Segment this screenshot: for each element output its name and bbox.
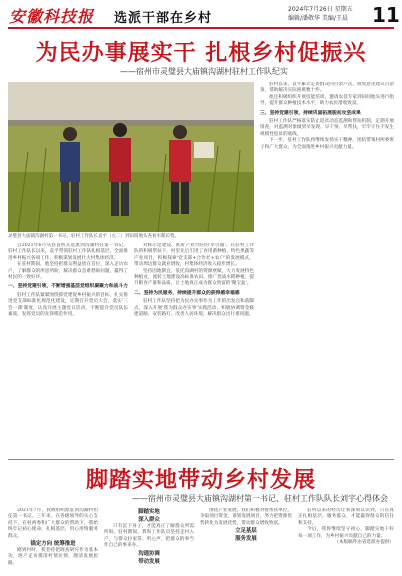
page-number: 11 [372, 3, 400, 27]
paragraph: 只有沉下身子，才能真正了解群众所需所盼。驻村期间，我和工作队员坚持走村入户，与群众拉家常、听心声，把群众的事当作自己的事来办。 [104, 524, 194, 549]
section-subheading: 深入群众 [138, 517, 160, 523]
section-subheading: 二、坚持为民服务，持续提升群众的获得感幸福感 [134, 290, 240, 296]
paragraph: 对标示范建设，抓好产业兴旺的'牵引器'。在驻村工作队的积极帮扶下，村里先后引进了食用菌种植、特色果蔬等产业项目，积极探索'党支部+合作社+农户'的发展模式，带动周边群众就业增收，村集体经济收入稳步增长。 [134, 243, 254, 268]
paragraph: 驻村工作队紧紧围绕抓党建促乡村振兴的目标，扎实推进党支部标准化规范化建设，定期召开党员大会，落实'三会一课'制度，认真开展主题党日活动，不断提升党员队伍素质，发挥党员的先锋模范作用。 [8, 292, 128, 318]
section-subheading: 沟通协调 [138, 550, 160, 557]
section-subheading: 带动发展 [138, 558, 160, 565]
section-subheading: 三、坚持党建引领，持续巩固拓展脱贫攻坚成果 [260, 110, 361, 116]
section-subheading: 锚定方向 统筹推进 [30, 541, 76, 548]
paragraph: 刚到村时，我坚持把调查研究作为基本功，逐户走访摸清村情民情，理清发展思路。 [8, 548, 98, 566]
article2-headline: 脚踏实地带动乡村发展 [85, 468, 316, 493]
paragraph: 今后，我将继续坚守初心，脚踏实地干好每一项工作，为乡村振兴贡献自己的力量。 [298, 527, 394, 539]
editor-credits: 编辑/潘敬华 美编/王晨 [288, 15, 348, 22]
article1-headline: 为民办事展实干 扎根乡村促振兴 [35, 41, 367, 66]
issue-date: 2024年7月26日 星期五 [288, 6, 353, 13]
paragraph: 驻村以来，袁平累计走访群众四百余户次，收集意见建议百余条，帮助解决实际困难数十件。 [260, 82, 394, 94]
paragraph: 驻村工作队坚持把为民办实事作为工作的出发点和落脚点，深入开展'我为群众办实事'实践活动，积极协调资金修建道路、安装路灯、改善人居环境，解决群众出行难问题。 [134, 299, 254, 318]
article1-photo [8, 82, 254, 232]
masthead-rule [8, 27, 394, 29]
paragraph: 自2021年6月从县直机关选派到沟湖村任第一书记、驻村工作队长以来，袁平带领驻村工作队扎根基层，全面推进乡村振兴各项工作，积极谋划发展壮大村集体经济。 [8, 243, 128, 261]
section-title: 选派干部在乡村 [114, 11, 213, 26]
section-subheading: 一、坚持党建引领，不断增强基层党组织凝聚力和战斗力 [8, 284, 128, 290]
article1-column-3 [260, 82, 394, 455]
article2-subhead: ——宿州市灵璧县大庙镇沟湖村第一书记、驻村工作队队长刘宇心得体会 [132, 494, 388, 503]
masthead [0, 0, 402, 28]
article2-column-3 [200, 508, 292, 574]
section-subheading: 立足基层 [235, 528, 257, 535]
article2-column-4 [298, 508, 394, 574]
paragraph: 在驻村期间，他坚持把群众利益放在首位，深入走访农户，了解群众的所思所盼，解决群众急难愁盼问题，赢得了村民的一致好评。 [8, 262, 128, 281]
paragraph: 坚持因地制宜，依托沟湖村的资源禀赋，大力发展特色种植业，流转土地建设高标准农田，推广优质水稻种植，提升粮食产量和品质，让土地真正成为群众致富的'聚宝盆'。 [134, 268, 254, 287]
paragraph: 下一步，驻村工作队将继续发扬实干精神，团结带领村两委班子和广大群众，为全面推进乡村振兴贡献力量。 [260, 138, 394, 150]
article1-column-2 [134, 243, 254, 455]
paragraph: 围绕产业发展，我们积极对接帮扶单位，争取项目资金，谋划发展项目，努力把资源优势转化为发展优势，带动群众增收致富。 [200, 508, 292, 526]
paragraph: 驻村工作队严格落实防止返贫动态监测和帮扶机制，定期开展排查，对监测对象做到早发现、早干预、早帮扶，牢牢守住不发生规模性返贫的底线。 [260, 119, 394, 137]
source-note: （本版稿件由省选派办提供） [334, 540, 394, 546]
article2-column-1 [8, 508, 98, 574]
article1-column-1 [8, 243, 128, 455]
section-subheading: 脚踏实地 [138, 509, 160, 515]
article2-column-2 [104, 508, 194, 574]
article1-subhead: ——宿州市灵璧县大庙镇沟湖村驻村工作队纪实 [120, 67, 288, 76]
paragraph: 2021年7月，我被组织派驻到沟湖村担任第一书记。三年来，在各级领导的关心支持下，在村两委和广大群众的帮助下，我始终牢记初心使命，扎根基层，用心用情服务群众。 [8, 508, 98, 539]
paragraph: 他还积极组织开展技能培训，邀请农技专家到田间地头进行指导，提升群众种植技术水平，助力农民增收致富。 [260, 94, 394, 107]
newspaper-logo: 安徽科技报 [9, 7, 95, 26]
rice-field-photo-illustration [8, 82, 254, 232]
section-subheading: 服务发展 [235, 536, 257, 543]
photo-caption: 灵璧县大庙镇沟湖村第一书记、驻村工作队长袁平（左二）到田间地头查看水稻长势。 [8, 234, 179, 239]
paragraph: 驻村以来的经历让我深刻认识到，只有真正扎根基层、服务群众，才能赢得群众的信任和支持。 [298, 508, 394, 526]
article-divider [8, 459, 394, 460]
